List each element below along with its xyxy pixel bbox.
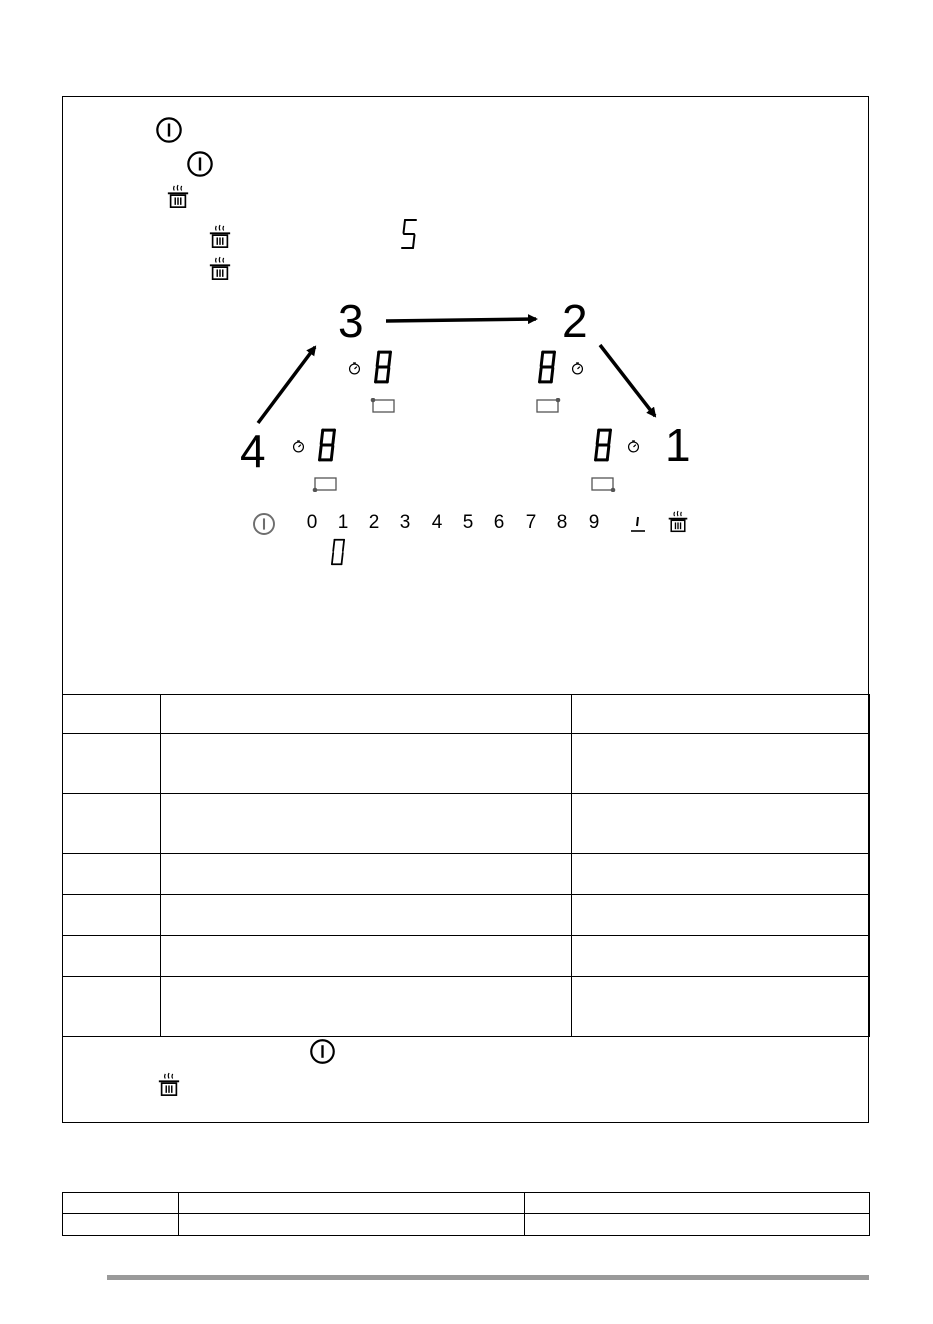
timer-icon	[292, 440, 305, 453]
arrow-4-to-3	[258, 347, 315, 423]
table-row	[63, 695, 870, 734]
timer-icon	[627, 440, 640, 453]
zone-4-digit	[316, 428, 338, 462]
panel-power-icon[interactable]	[252, 512, 276, 536]
power-level-6[interactable]: 6	[493, 512, 505, 533]
power-level-7[interactable]: 7	[525, 512, 537, 533]
seven-segment-digit	[329, 538, 347, 566]
zone-indicator-icon	[312, 476, 338, 492]
footer-rule	[107, 1275, 869, 1280]
zone-indicator-icon	[535, 398, 561, 414]
zone-3-digit	[372, 350, 394, 384]
zone-2-digit	[536, 350, 558, 384]
power-level-8[interactable]: 8	[556, 512, 568, 533]
power-level-3[interactable]: 3	[399, 512, 411, 533]
table-row	[63, 854, 870, 895]
zone-label-3: 3	[338, 295, 364, 347]
steaming-pot-icon	[157, 1072, 181, 1098]
zone-table	[62, 694, 870, 1037]
power-level-1[interactable]: 1	[337, 512, 349, 533]
table-row	[63, 895, 870, 936]
table-row	[63, 794, 870, 854]
zone-label-2: 2	[562, 295, 588, 347]
table-row	[63, 936, 870, 977]
table-row	[63, 1193, 870, 1214]
arrow-2-to-1	[600, 345, 655, 416]
steaming-pot-icon[interactable]	[667, 510, 689, 534]
table-row	[63, 977, 870, 1037]
low-heat-bar-icon[interactable]	[628, 514, 648, 534]
table-row	[63, 734, 870, 794]
power-level-0[interactable]: 0	[306, 512, 318, 533]
bottom-table	[62, 1192, 870, 1236]
zone-sequence-arrows	[0, 0, 933, 520]
power-level-9[interactable]: 9	[588, 512, 600, 533]
power-level-4[interactable]: 4	[431, 512, 443, 533]
power-level-2[interactable]: 2	[368, 512, 380, 533]
table-row	[63, 1214, 870, 1236]
arrow-3-to-2	[386, 319, 536, 321]
zone-1-digit	[592, 428, 614, 462]
timer-icon	[571, 362, 584, 375]
timer-icon	[348, 362, 361, 375]
power-icon	[309, 1038, 336, 1065]
zone-indicator-icon	[590, 476, 616, 492]
zone-label-4: 4	[240, 425, 266, 477]
zone-label-1: 1	[665, 419, 691, 471]
zone-indicator-icon	[370, 398, 396, 414]
power-level-5[interactable]: 5	[462, 512, 474, 533]
